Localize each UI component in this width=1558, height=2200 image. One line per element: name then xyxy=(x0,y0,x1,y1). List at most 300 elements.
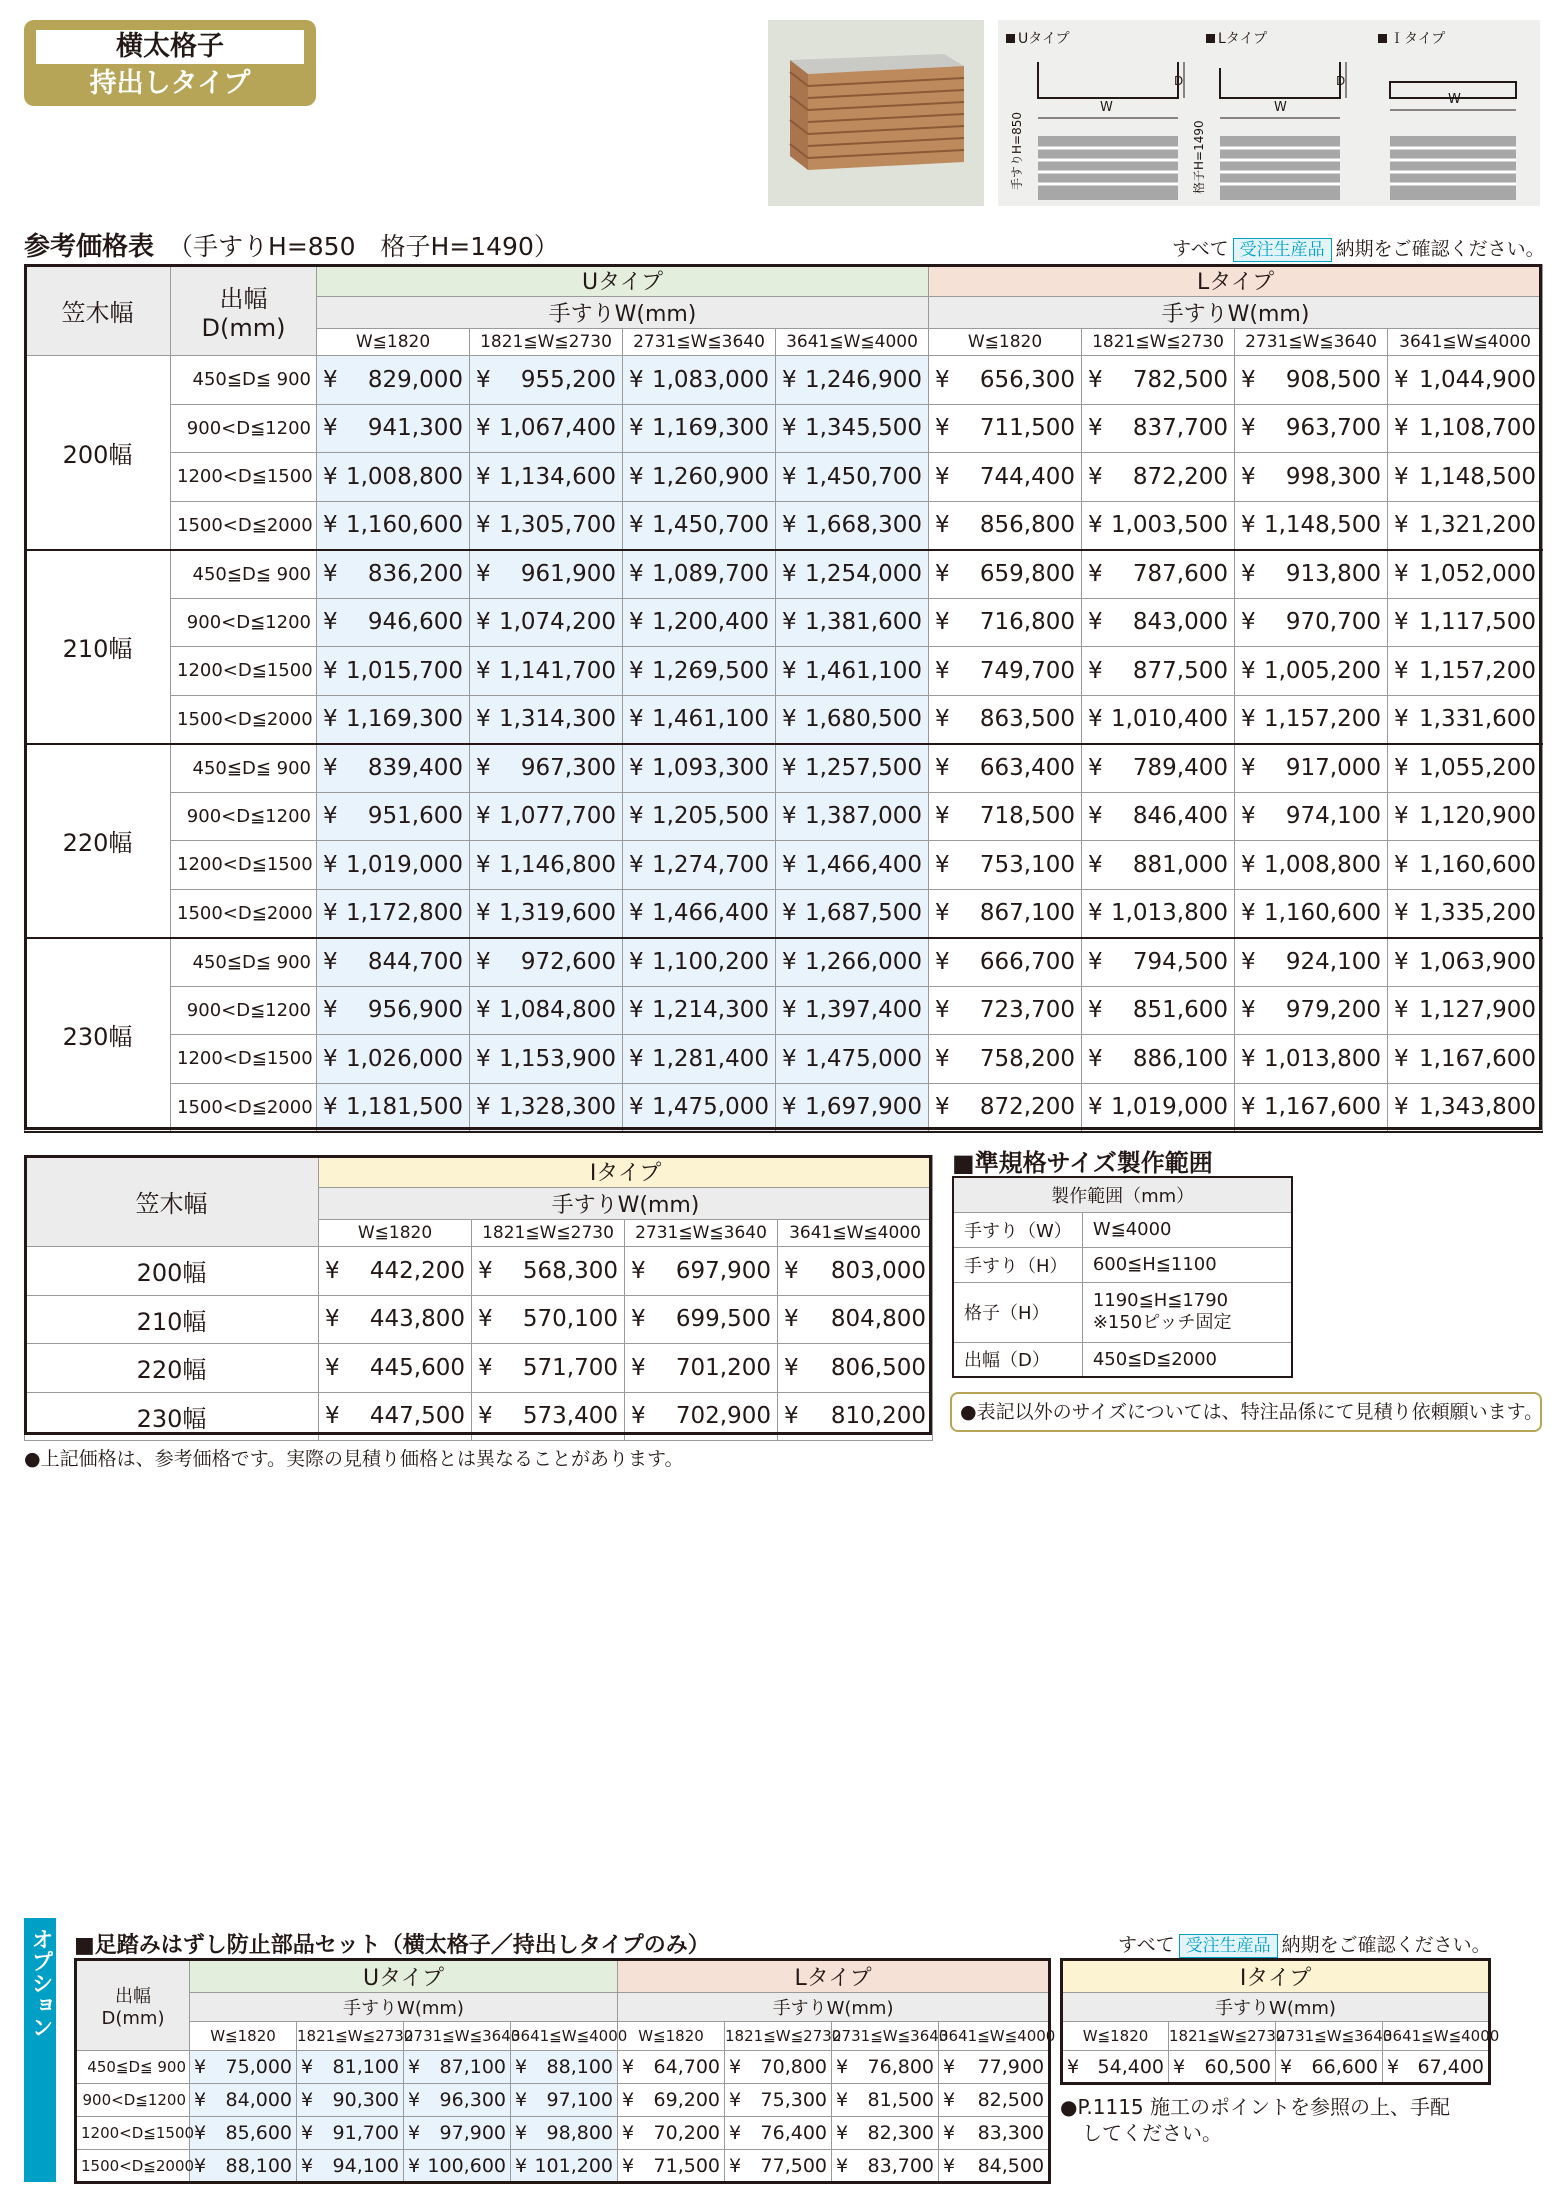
price-cell xyxy=(317,792,470,841)
price-value: 1,026,000 xyxy=(345,1045,463,1072)
yen-symbol: ¥ xyxy=(782,949,797,975)
price-value: 1,157,200 xyxy=(1263,706,1382,732)
price-cell xyxy=(1235,889,1388,938)
yen-symbol: ¥ xyxy=(935,561,950,587)
price-value: 75,000 xyxy=(225,2056,292,2078)
diagram-drawings xyxy=(998,20,1540,206)
spec-value-line2: ※150ピッチ固定 xyxy=(1092,1312,1232,1333)
price-value: 1,120,900 xyxy=(1419,803,1537,830)
price-value: 794,500 xyxy=(1132,949,1229,975)
yen-symbol: ¥ xyxy=(1088,803,1103,830)
price-value: 1,172,800 xyxy=(345,900,463,926)
price-value: 666,700 xyxy=(979,949,1076,975)
option-reference-note xyxy=(1060,2094,1450,2146)
w-range: 2731≦W≦3640 xyxy=(404,2022,511,2051)
yen-symbol: ¥ xyxy=(1394,755,1409,781)
yen-symbol: ¥ xyxy=(836,2154,849,2177)
price-value: 97,900 xyxy=(439,2122,506,2144)
table-row xyxy=(25,404,1543,453)
price-cell xyxy=(470,453,623,502)
price-cell xyxy=(1082,792,1235,841)
yen-symbol: ¥ xyxy=(1241,609,1256,636)
price-cell xyxy=(625,1344,778,1393)
price-value: 1,084,800 xyxy=(498,997,616,1024)
yen-symbol: ¥ xyxy=(476,997,491,1024)
price-cell xyxy=(1388,938,1543,987)
price-cell xyxy=(404,2084,511,2117)
price-cell xyxy=(1388,792,1543,841)
yen-symbol: ¥ xyxy=(729,2056,742,2078)
price-value: 1,475,000 xyxy=(804,1045,923,1072)
price-cell xyxy=(929,550,1082,599)
price-value: 1,450,700 xyxy=(804,463,923,490)
price-value: 1,117,500 xyxy=(1419,609,1537,636)
price-value: 656,300 xyxy=(979,366,1076,393)
price-cell xyxy=(472,1295,625,1344)
price-value: 1,274,700 xyxy=(651,851,769,878)
yen-symbol: ¥ xyxy=(782,415,797,442)
w-range: W≦1820 xyxy=(1062,2022,1169,2051)
price-value: 867,100 xyxy=(979,900,1076,926)
spec-value-line1: 1190≦H≦1790 xyxy=(1092,1290,1229,1311)
yen-symbol: ¥ xyxy=(476,463,491,490)
price-value: 844,700 xyxy=(367,949,463,975)
order-note-pre: すべて xyxy=(1172,238,1229,260)
yen-symbol: ¥ xyxy=(782,561,797,587)
yen-symbol: ¥ xyxy=(1241,803,1256,830)
price-value: 843,000 xyxy=(1132,609,1229,636)
option-header-u-width: 手すりW(mm) xyxy=(190,1993,618,2022)
price-value: 744,400 xyxy=(979,463,1076,490)
price-cell xyxy=(1235,356,1388,405)
price-value: 806,500 xyxy=(830,1354,927,1381)
price-cell xyxy=(1235,550,1388,599)
kasagi-width-cell: 230幅 xyxy=(25,1392,319,1441)
price-cell xyxy=(470,792,623,841)
yen-symbol: ¥ xyxy=(1241,657,1256,684)
price-value: 1,052,000 xyxy=(1419,561,1537,587)
price-value: 84,500 xyxy=(977,2154,1045,2177)
price-cell xyxy=(623,404,776,453)
price-cell xyxy=(404,2117,511,2150)
yen-symbol: ¥ xyxy=(629,803,644,830)
price-cell xyxy=(939,2117,1050,2150)
yen-symbol: ¥ xyxy=(476,803,491,830)
price-value: 445,600 xyxy=(369,1354,465,1381)
yen-symbol: ¥ xyxy=(1394,609,1409,636)
price-value: 1,134,600 xyxy=(498,463,616,490)
price-value: 71,500 xyxy=(653,2154,721,2177)
price-value: 76,800 xyxy=(867,2056,935,2078)
yen-symbol: ¥ xyxy=(629,900,644,926)
price-cell xyxy=(1235,841,1388,890)
price-cell xyxy=(1388,404,1543,453)
price-cell xyxy=(319,1344,472,1393)
yen-symbol: ¥ xyxy=(943,2154,956,2177)
price-cell xyxy=(317,356,470,405)
price-cell xyxy=(623,841,776,890)
header-l-width: 手すりW(mm) xyxy=(929,297,1543,329)
table-row xyxy=(25,647,1543,696)
price-value: 1,668,300 xyxy=(804,512,923,538)
price-cell xyxy=(470,986,623,1035)
price-value: 82,500 xyxy=(977,2089,1045,2111)
price-cell xyxy=(1235,986,1388,1035)
price-value: 75,300 xyxy=(760,2089,828,2111)
price-table-u-l xyxy=(24,264,1543,1133)
depth-range-cell: 900<D≦1200 xyxy=(76,2084,190,2117)
price-cell xyxy=(190,2084,297,2117)
w-range: 3641≦W≦4000 xyxy=(778,1220,933,1247)
yen-symbol: ¥ xyxy=(1088,561,1103,587)
spec-value xyxy=(1082,1282,1292,1342)
yen-symbol: ¥ xyxy=(1088,415,1103,442)
price-value: 443,800 xyxy=(369,1306,465,1333)
price-value: 1,160,600 xyxy=(345,512,463,538)
price-value: 1,697,900 xyxy=(804,1094,923,1120)
yen-symbol: ¥ xyxy=(629,366,644,393)
price-value: 1,281,400 xyxy=(651,1045,769,1072)
price-cell xyxy=(1082,647,1235,696)
price-value: 571,700 xyxy=(522,1354,618,1381)
price-value: 1,314,300 xyxy=(498,706,616,732)
price-value: 1,169,300 xyxy=(345,706,463,732)
yen-symbol: ¥ xyxy=(476,900,491,926)
yen-symbol: ¥ xyxy=(194,2056,207,2078)
w-range: W≦1820 xyxy=(317,329,470,356)
depth-range-cell: 450≦D≦ 900 xyxy=(171,550,317,599)
yen-symbol: ¥ xyxy=(622,2122,635,2144)
price-cell xyxy=(190,2051,297,2084)
price-value: 82,300 xyxy=(867,2122,935,2144)
option-header-u: Uタイプ xyxy=(190,1960,618,1993)
price-cell xyxy=(625,1295,778,1344)
price-value: 1,475,000 xyxy=(651,1094,769,1120)
price-cell xyxy=(1235,792,1388,841)
yen-symbol: ¥ xyxy=(629,561,644,587)
price-value: 699,500 xyxy=(675,1306,771,1333)
yen-symbol: ¥ xyxy=(1088,851,1103,878)
price-cell xyxy=(623,744,776,793)
price-cell xyxy=(404,2150,511,2183)
price-value: 1,148,500 xyxy=(1263,512,1382,538)
yen-symbol: ¥ xyxy=(1241,415,1256,442)
header-u-width: 手すりW(mm) xyxy=(317,297,929,329)
price-cell xyxy=(1082,889,1235,938)
price-cell xyxy=(470,356,623,405)
price-cell xyxy=(623,695,776,744)
depth-range-cell: 900<D≦1200 xyxy=(171,598,317,647)
price-value: 1,146,800 xyxy=(498,851,616,878)
depth-range-cell: 1200<D≦1500 xyxy=(171,453,317,502)
yen-symbol: ¥ xyxy=(323,755,338,781)
price-value: 697,900 xyxy=(675,1257,771,1284)
yen-symbol: ¥ xyxy=(629,1045,644,1072)
price-cell xyxy=(929,792,1082,841)
yen-symbol: ¥ xyxy=(943,2056,956,2078)
yen-symbol: ¥ xyxy=(836,2122,849,2144)
price-cell xyxy=(317,598,470,647)
price-value: 1,127,900 xyxy=(1419,997,1537,1024)
price-cell xyxy=(939,2084,1050,2117)
price-cell xyxy=(317,695,470,744)
yen-symbol: ¥ xyxy=(631,1354,646,1381)
price-cell xyxy=(1082,1035,1235,1084)
spec-row xyxy=(953,1247,1292,1282)
price-cell xyxy=(832,2150,939,2183)
depth-range-cell: 1500<D≦2000 xyxy=(171,501,317,550)
price-value: 956,900 xyxy=(367,997,463,1024)
yen-symbol: ¥ xyxy=(301,2154,314,2177)
spec-note: ●表記以外のサイズについては、特注品係にて見積り依頼願います。 xyxy=(950,1392,1542,1432)
table-row xyxy=(25,1083,1543,1132)
depth-range-cell: 1500<D≦2000 xyxy=(171,695,317,744)
price-value: 1,450,700 xyxy=(651,512,769,538)
table-row xyxy=(25,1035,1543,1084)
price-cell xyxy=(470,744,623,793)
option-header-i: Iタイプ xyxy=(1062,1960,1490,1993)
made-to-order-tag: 受注生産品 xyxy=(1233,238,1332,262)
header-kasagi: 笠木幅 xyxy=(25,265,171,356)
depth-range-cell: 900<D≦1200 xyxy=(171,404,317,453)
price-cell xyxy=(725,2084,832,2117)
yen-symbol: ¥ xyxy=(782,803,797,830)
yen-symbol: ¥ xyxy=(631,1257,646,1284)
yen-symbol: ¥ xyxy=(1394,366,1409,393)
yen-symbol: ¥ xyxy=(1067,2055,1080,2078)
price-cell xyxy=(776,744,929,793)
price-cell xyxy=(1388,453,1543,502)
price-cell xyxy=(1062,2051,1169,2084)
price-value: 963,700 xyxy=(1285,415,1382,442)
yen-symbol: ¥ xyxy=(1241,706,1256,732)
price-cell xyxy=(317,889,470,938)
yen-symbol: ¥ xyxy=(323,463,338,490)
yen-symbol: ¥ xyxy=(325,1403,340,1430)
price-value: 87,100 xyxy=(439,2056,506,2078)
price-value: 1,466,400 xyxy=(804,851,923,878)
w-range: 1821≦W≦2730 xyxy=(1082,329,1235,356)
yen-symbol: ¥ xyxy=(1088,366,1103,393)
yen-symbol: ¥ xyxy=(476,561,491,587)
price-value: 961,900 xyxy=(520,561,616,587)
diagram-w-i: W xyxy=(1448,92,1461,107)
yen-symbol: ¥ xyxy=(935,706,950,732)
price-cell xyxy=(1082,356,1235,405)
yen-symbol: ¥ xyxy=(194,2154,207,2177)
price-value: 1,055,200 xyxy=(1419,755,1537,781)
badge-line2: 持出しタイプ xyxy=(89,68,251,99)
yen-symbol: ¥ xyxy=(323,1094,338,1120)
price-cell xyxy=(511,2117,618,2150)
yen-symbol: ¥ xyxy=(782,851,797,878)
spec-table xyxy=(952,1176,1293,1378)
yen-symbol: ¥ xyxy=(408,2056,421,2078)
type-diagrams xyxy=(998,20,1540,206)
price-value: 96,300 xyxy=(439,2089,506,2111)
price-value: 979,200 xyxy=(1285,997,1382,1024)
price-cell xyxy=(1082,598,1235,647)
price-value: 787,600 xyxy=(1132,561,1229,587)
w-range: 2731≦W≦3640 xyxy=(625,1220,778,1247)
price-cell xyxy=(472,1344,625,1393)
yen-symbol: ¥ xyxy=(1241,463,1256,490)
price-cell xyxy=(618,2051,725,2084)
diagram-label-l: Lタイプ xyxy=(1206,28,1267,48)
yen-symbol: ¥ xyxy=(515,2154,528,2177)
price-cell xyxy=(725,2051,832,2084)
yen-symbol: ¥ xyxy=(622,2056,635,2078)
price-cell xyxy=(1082,453,1235,502)
price-value: 856,800 xyxy=(979,512,1076,538)
price-cell xyxy=(511,2051,618,2084)
yen-symbol: ¥ xyxy=(836,2089,849,2111)
yen-symbol: ¥ xyxy=(1088,706,1103,732)
price-value: 886,100 xyxy=(1132,1045,1229,1072)
yen-symbol: ¥ xyxy=(1394,997,1409,1024)
price-value: 94,100 xyxy=(332,2154,399,2177)
price-cell xyxy=(470,550,623,599)
price-value: 836,200 xyxy=(367,561,463,587)
price-cell xyxy=(623,598,776,647)
yen-symbol: ¥ xyxy=(323,657,338,684)
yen-symbol: ¥ xyxy=(631,1306,646,1333)
kasagi-width-cell: 210幅 xyxy=(25,550,171,744)
price-value: 1,108,700 xyxy=(1419,415,1537,442)
price-value: 1,077,700 xyxy=(498,803,616,830)
depth-range-cell: 450≦D≦ 900 xyxy=(171,356,317,405)
price-cell xyxy=(470,647,623,696)
option-table-i xyxy=(1060,1958,1500,2085)
option-header-i-width: 手すりW(mm) xyxy=(1062,1993,1490,2022)
price-value: 69,200 xyxy=(653,2089,721,2111)
table-row xyxy=(25,938,1543,987)
price-cell xyxy=(1235,647,1388,696)
price-value: 88,100 xyxy=(225,2154,292,2177)
yen-symbol: ¥ xyxy=(1394,851,1409,878)
yen-symbol: ¥ xyxy=(935,609,950,636)
price-cell xyxy=(776,841,929,890)
price-cell xyxy=(317,453,470,502)
yen-symbol: ¥ xyxy=(782,463,797,490)
yen-symbol: ¥ xyxy=(1088,463,1103,490)
price-value: 1,067,400 xyxy=(498,415,616,442)
price-value: 758,200 xyxy=(979,1045,1076,1072)
price-cell xyxy=(623,1035,776,1084)
price-value: 1,083,000 xyxy=(651,366,769,393)
price-cell xyxy=(1388,695,1543,744)
kasagi-width-cell: 210幅 xyxy=(25,1295,319,1344)
yen-symbol: ¥ xyxy=(323,851,338,878)
price-cell xyxy=(778,1344,933,1393)
price-cell xyxy=(404,2051,511,2084)
price-cell xyxy=(776,550,929,599)
price-value: 913,800 xyxy=(1285,561,1382,587)
price-cell xyxy=(618,2084,725,2117)
yen-symbol: ¥ xyxy=(476,609,491,636)
price-cell xyxy=(317,938,470,987)
table-row xyxy=(25,695,1543,744)
yen-symbol: ¥ xyxy=(478,1257,493,1284)
price-value: 803,000 xyxy=(830,1257,927,1284)
price-value: 1,167,600 xyxy=(1419,1045,1537,1072)
price-cell xyxy=(776,453,929,502)
price-cell xyxy=(319,1392,472,1441)
price-cell xyxy=(618,2150,725,2183)
price-cell xyxy=(319,1295,472,1344)
yen-symbol: ¥ xyxy=(729,2089,742,2111)
yen-symbol: ¥ xyxy=(323,997,338,1024)
yen-symbol: ¥ xyxy=(1394,1094,1409,1120)
price-cell xyxy=(776,598,929,647)
table-row xyxy=(25,889,1543,938)
price-value: 1,181,500 xyxy=(345,1094,463,1120)
yen-symbol: ¥ xyxy=(1394,803,1409,830)
price-value: 70,800 xyxy=(760,2056,828,2078)
price-cell xyxy=(1082,550,1235,599)
price-value: 100,600 xyxy=(427,2154,506,2177)
yen-symbol: ¥ xyxy=(1088,755,1103,781)
yen-symbol: ¥ xyxy=(629,415,644,442)
price-value: 946,600 xyxy=(367,609,463,636)
diagram-label-u: Uタイプ xyxy=(1006,28,1070,48)
price-value: 924,100 xyxy=(1285,949,1382,975)
price-value: 998,300 xyxy=(1285,463,1382,490)
yen-symbol: ¥ xyxy=(935,415,950,442)
price-footnote: ●上記価格は、参考価格です。実際の見積り価格とは異なることがあります。 xyxy=(24,1448,684,1470)
price-cell xyxy=(1235,1083,1388,1132)
yen-symbol: ¥ xyxy=(323,366,338,393)
price-cell xyxy=(623,792,776,841)
yen-symbol: ¥ xyxy=(323,900,338,926)
diagram-w-l: W xyxy=(1274,100,1287,115)
spec-row xyxy=(953,1282,1292,1342)
yen-symbol: ¥ xyxy=(515,2089,528,2111)
depth-range-cell: 1200<D≦1500 xyxy=(76,2117,190,2150)
option-header-l-width: 手すりW(mm) xyxy=(618,1993,1050,2022)
price-value: 967,300 xyxy=(520,755,616,781)
price-cell xyxy=(1235,598,1388,647)
price-value: 782,500 xyxy=(1132,366,1229,393)
w-range: 2731≦W≦3640 xyxy=(1276,2022,1383,2051)
table-row xyxy=(25,1247,933,1296)
yen-symbol: ¥ xyxy=(476,366,491,393)
w-range: 1821≦W≦2730 xyxy=(297,2022,404,2051)
price-cell xyxy=(776,356,929,405)
yen-symbol: ¥ xyxy=(1394,463,1409,490)
w-range: 1821≦W≦2730 xyxy=(725,2022,832,2051)
price-value: 829,000 xyxy=(367,366,463,393)
price-value: 83,700 xyxy=(867,2154,935,2177)
price-cell xyxy=(1235,938,1388,987)
diagram-d-u: D xyxy=(1174,74,1184,88)
price-value: 851,600 xyxy=(1132,997,1229,1024)
price-value: 1,328,300 xyxy=(498,1094,616,1120)
price-value: 66,600 xyxy=(1311,2055,1378,2078)
price-value: 716,800 xyxy=(979,609,1076,636)
yen-symbol: ¥ xyxy=(935,512,950,538)
option-header-depth xyxy=(76,1960,190,2051)
price-value: 67,400 xyxy=(1417,2055,1485,2078)
w-range: 3641≦W≦4000 xyxy=(776,329,929,356)
price-cell xyxy=(470,1083,623,1132)
w-range: 3641≦W≦4000 xyxy=(1388,329,1543,356)
table-row xyxy=(25,550,1543,599)
price-cell xyxy=(623,1083,776,1132)
price-cell xyxy=(776,1083,929,1132)
spec-value-line1: 450≦D≦2000 xyxy=(1092,1348,1218,1370)
depth-range-cell: 900<D≦1200 xyxy=(171,986,317,1035)
